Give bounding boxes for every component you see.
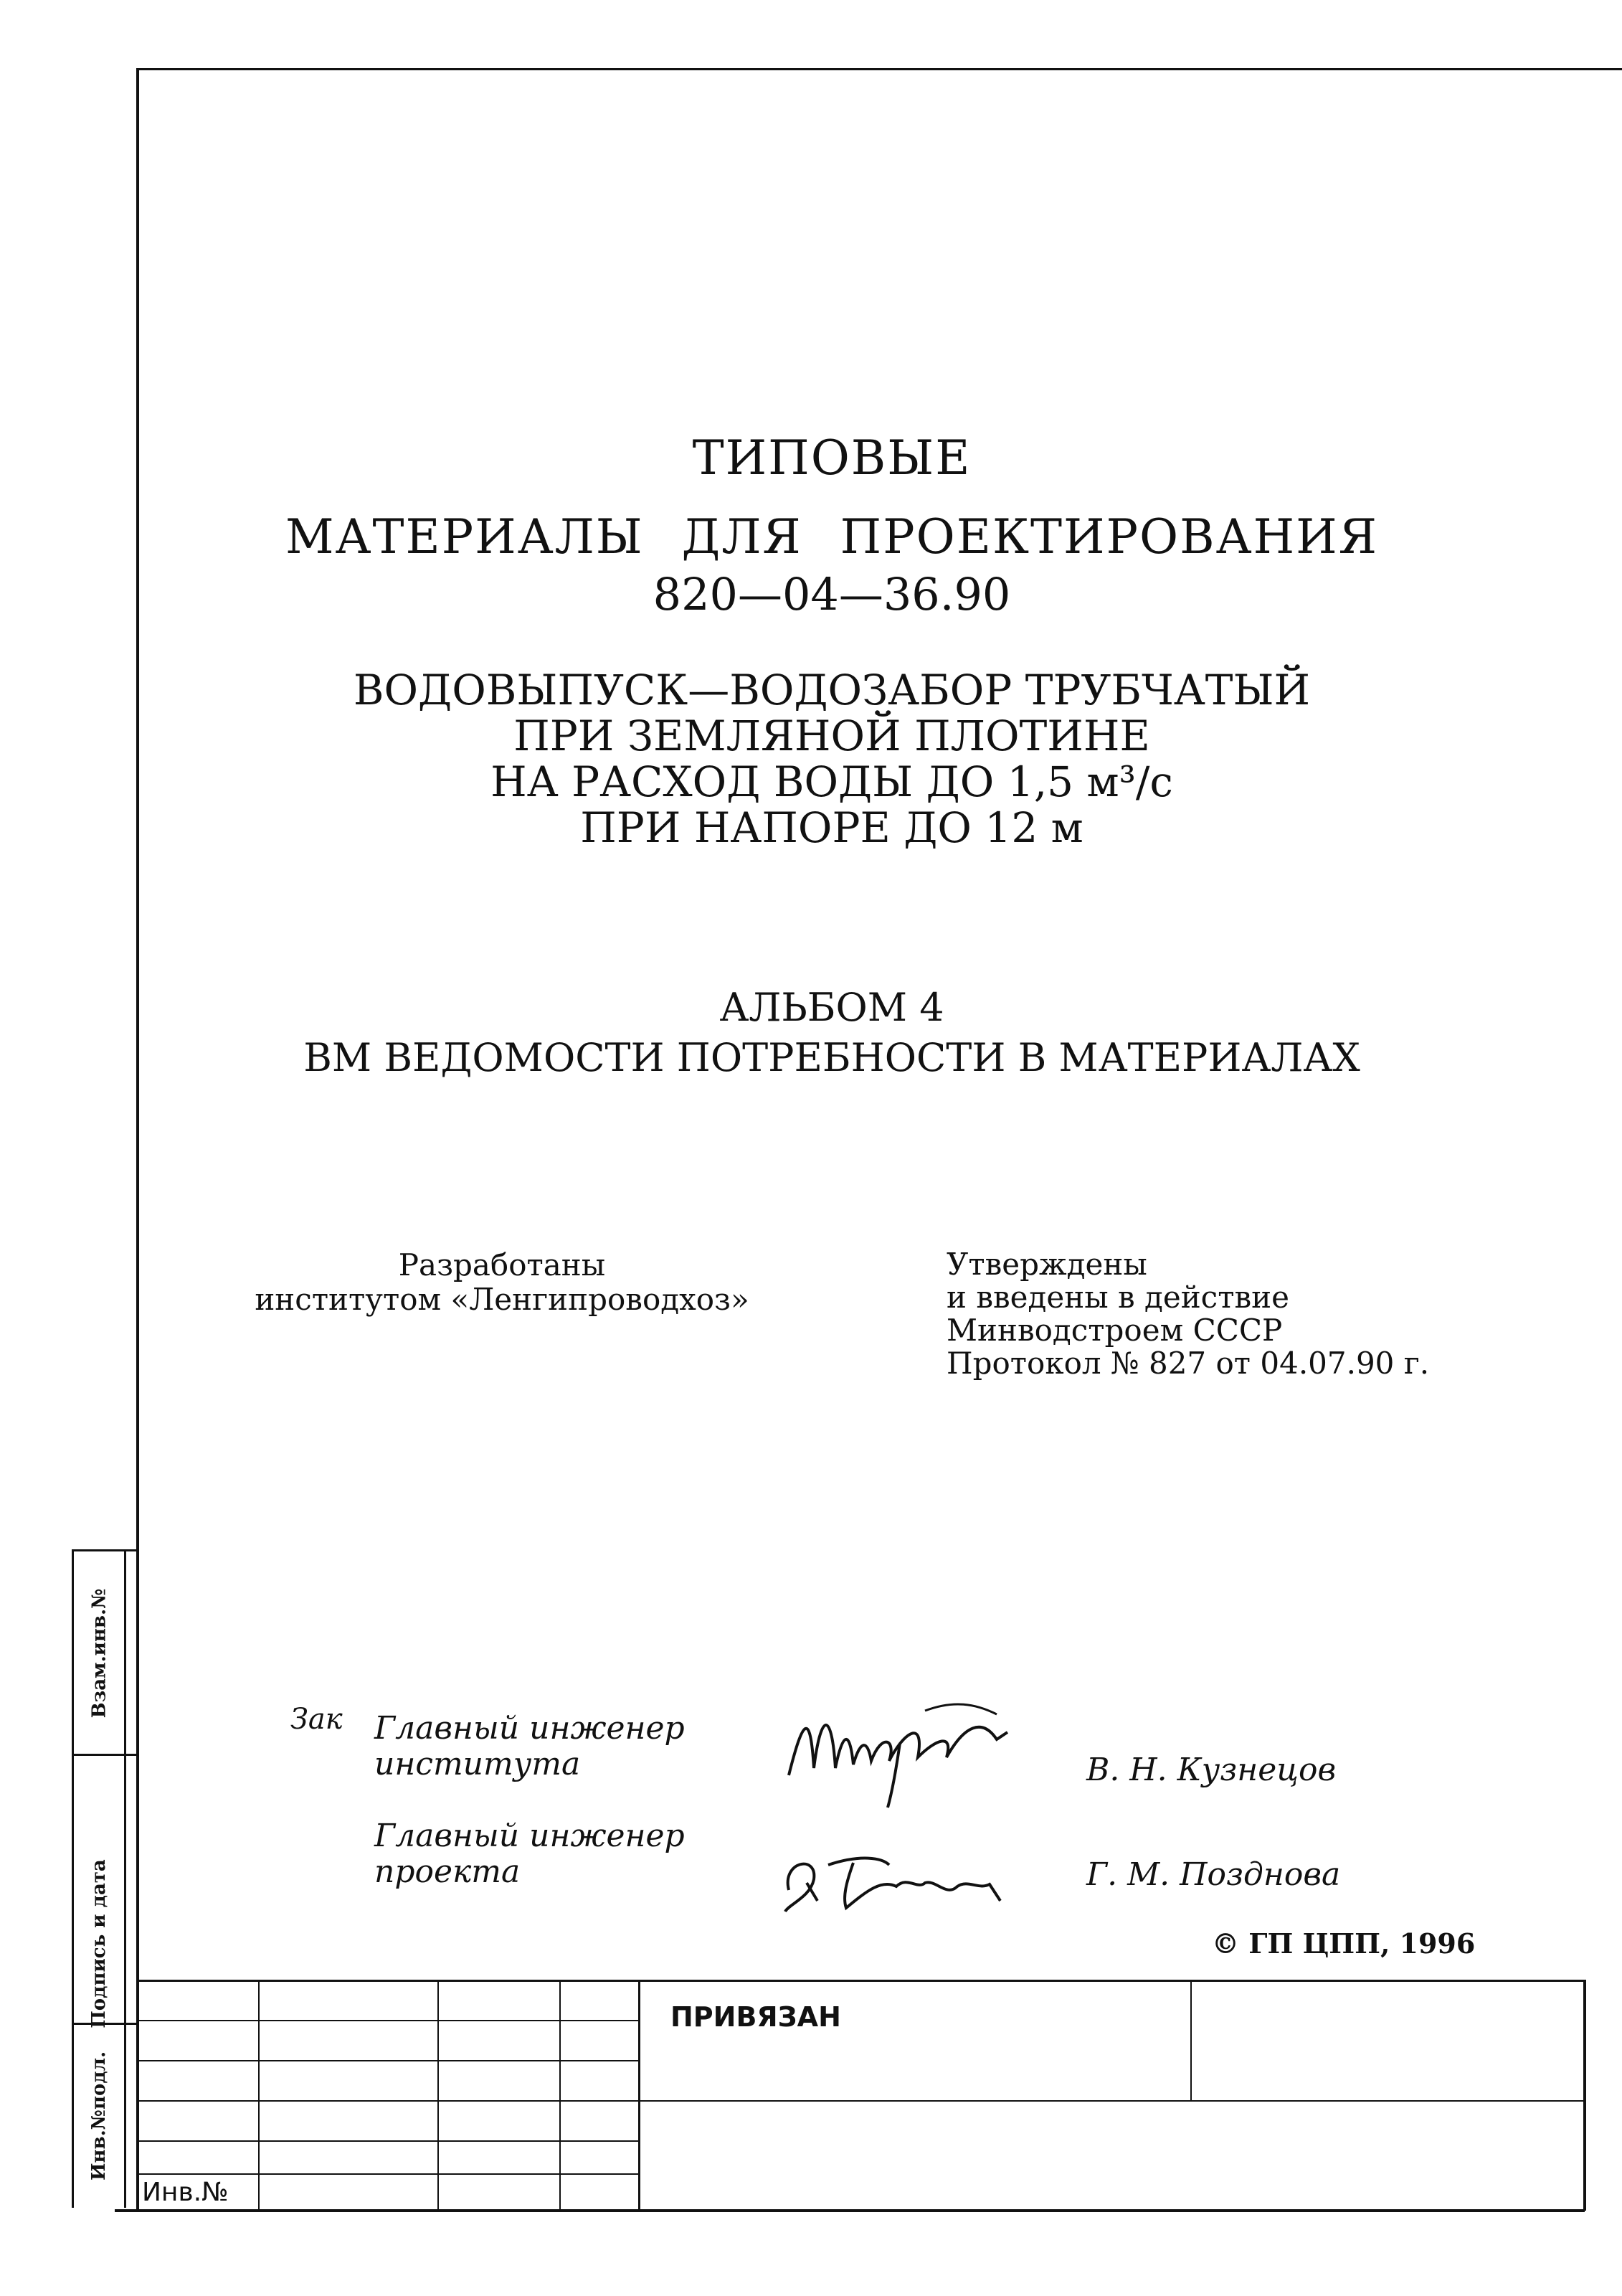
stamp-inner-column [122,1549,136,2208]
copyright-note: © ГП ЦПП, 1996 [1212,1927,1476,1960]
frame-top-border [136,68,1622,70]
chief-project-line-1: Главный инженер [374,1818,685,1854]
stamp-inv-orig: Инв.№подл. [88,2051,110,2181]
title-materials: МАТЕРИАЛЫ ДЛЯ ПРОЕКТИРОВАНИЯ [285,509,1379,564]
inventory-number-label: Инв.№ [142,2178,229,2207]
approved-line-3: Минводстроем СССР [947,1313,1283,1348]
tb-row-line-1 [136,2020,638,2021]
stamp-inner-divider-top [122,1549,136,1551]
approved-line-4: Протокол № 827 от 04.07.90 г. [947,1346,1430,1381]
tb-col-line-3 [559,1980,561,2209]
title-block [136,1980,1585,2209]
chief-institute-line-2: института [374,1746,581,1782]
stamp-divider-top [74,1549,124,1551]
chief-engineer-institute-label [374,1711,685,1782]
chief-project-name: Г. М. Позднова [1086,1856,1341,1893]
approved-block [947,1248,1592,1380]
frame-bottom-border [115,2209,1585,2212]
tb-row-line-2 [136,2060,638,2061]
album-title: ВМ ВЕДОМОСТИ ПОТРЕБНОСТИ В МАТЕРИАЛАХ [303,1035,1360,1080]
signature-kuznetsov [782,1689,1018,1811]
tb-top-line [136,1980,1585,1982]
chief-engineer-project-label [374,1818,685,1890]
tb-col-line-2 [437,1980,439,2209]
document-code: 820—04—36.90 [653,568,1011,620]
tb-row-line-4 [136,2140,638,2142]
tb-right-row-line [638,2100,1585,2102]
stamp-column [72,1549,126,2208]
approved-line-2: и введены в действие [947,1280,1289,1315]
chief-project-line-2: проекта [374,1853,521,1890]
subtitle-block [215,667,1448,851]
developed-line-2: институтом «Ленгипроводхоз» [255,1282,749,1317]
tb-col-line-5 [1190,1980,1192,2100]
tb-row-line-3 [136,2100,638,2102]
stamp-inner-divider-2 [122,2023,136,2025]
stamp-inner-divider-1 [122,1754,136,1756]
subtitle-line-2: ПРИ ЗЕМЛЯНОЙ ПЛОТИНЕ [513,712,1150,760]
subtitle-line-3: НА РАСХОД ВОДЫ ДО 1,5 м³/с [490,757,1173,806]
chief-institute-name: В. Н. Кузнецов [1086,1752,1337,1788]
frame-left-border [136,68,139,2209]
approved-line-1: Утверждены [947,1247,1147,1282]
stamp-sign-date: Подпись и дата [88,1859,110,2028]
developed-by-block [215,1248,789,1317]
attached-label: ПРИВЯЗАН [670,2001,841,2033]
tb-col-line-1 [258,1980,260,2209]
signature-pozdnova [774,1847,1011,1919]
chief-institute-line-1: Главный инженер [374,1710,685,1747]
tb-col-line-4 [638,1980,640,2209]
title-typical: ТИПОВЫЕ [692,430,972,486]
subtitle-line-1: ВОДОВЫПУСК—ВОДОЗАБОР ТРУБЧАТЫЙ [353,666,1311,714]
developed-line-1: Разработаны [398,1247,606,1282]
subtitle-line-4: ПРИ НАПОРЕ ДО 12 м [580,803,1083,852]
tb-row-line-5 [136,2173,638,2175]
album-number: АЛЬБОМ 4 [719,985,944,1030]
stamp-replaced-inv: Взам.инв.№ [88,1588,110,1719]
handwritten-annotation: Зак [290,1703,343,1736]
stamp-divider-2 [74,2023,124,2025]
stamp-divider-1 [74,1754,124,1756]
